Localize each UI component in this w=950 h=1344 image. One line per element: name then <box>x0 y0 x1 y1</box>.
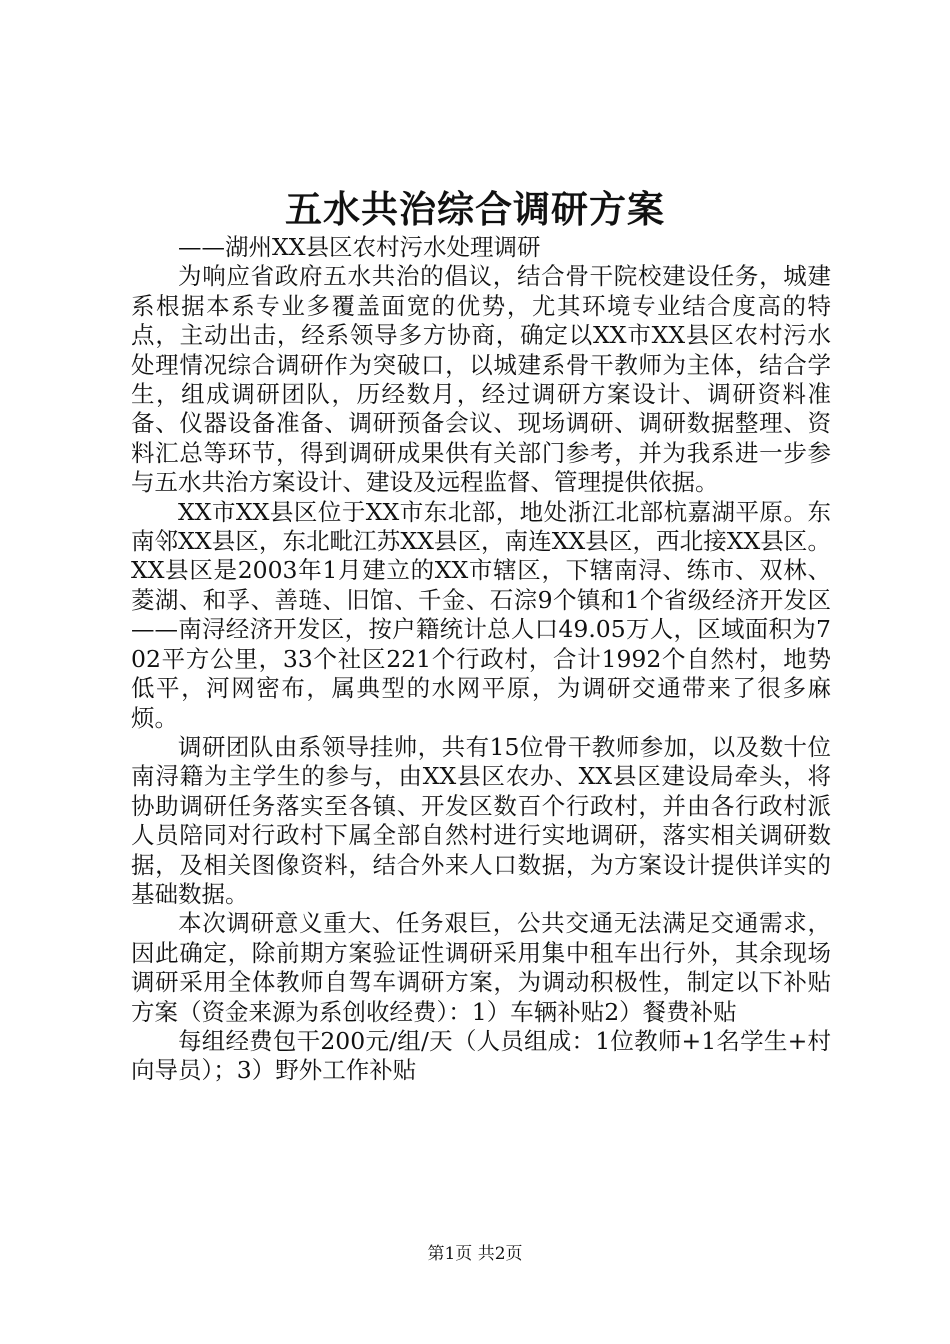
paragraph-region-overview: XX市XX县区位于XX市东北部，地处浙江北部杭嘉湖平原。东南邻XX县区，东北毗江苏XX县区，南连XX县区，西北接XX县区。XX县区是2003年1月建立的XX市辖区，下辖南浔、练市、双林、菱湖、和孚、善琏、旧馆、千金、石淙9个镇和1个省级经济开发区——南浔经济开发区，按户籍统计总人口49.05万人，区域面积为702平方公里，33个社区221个行政村，合计1992个自然村，地势低平，河网密布，属典型的水网平原，为调研交通带来了很多麻烦。 <box>131 497 831 732</box>
document-subtitle: ——湖州XX县区农村污水处理调研 <box>178 233 541 261</box>
document-body <box>131 233 831 1086</box>
paragraph-subsidy-details: 每组经费包干200元/组/天（人员组成：1位教师+1名学生+村向导员）；3）野外工作补贴 <box>131 1026 831 1085</box>
paragraph-subsidy-plan: 本次调研意义重大、任务艰巨，公共交通无法满足交通需求，因此确定，除前期方案验证性调研采用集中租车出行外，其余现场调研采用全体教师自驾车调研方案，为调动积极性，制定以下补贴方案（资金来源为系创收经费）：1）车辆补贴2）餐费补贴 <box>131 909 831 1026</box>
paragraph-research-team: 调研团队由系领导挂帅，共有15位骨干教师参加，以及数十位南浔籍为主学生的参与，由XX县区农办、XX县区建设局牵头，将协助调研任务落实至各镇、开发区数百个行政村，并由各行政村派人员陪同对行政村下属全部自然村进行实地调研，落实相关调研数据，及相关图像资料，结合外来人口数据，为方案设计提供详实的基础数据。 <box>131 732 831 908</box>
paragraph-intro: 为响应省政府五水共治的倡议，结合骨干院校建设任务，城建系根据本系专业多覆盖面宽的优势，尤其环境专业结合度高的特点，主动出击，经系领导多方协商，确定以XX市XX县区农村污水处理情况综合调研作为突破口，以城建系骨干教师为主体，结合学生，组成调研团队，历经数月，经过调研方案设计、调研资料准备、仪器设备准备、调研预备会议、现场调研、调研数据整理、资料汇总等环节，得到调研成果供有关部门参考，并为我系进一步参与五水共治方案设计、建设及远程监督、管理提供依据。 <box>131 262 831 497</box>
page-number-footer: 第1页 共2页 <box>427 1244 523 1264</box>
document-title: 五水共治综合调研方案 <box>285 187 665 231</box>
